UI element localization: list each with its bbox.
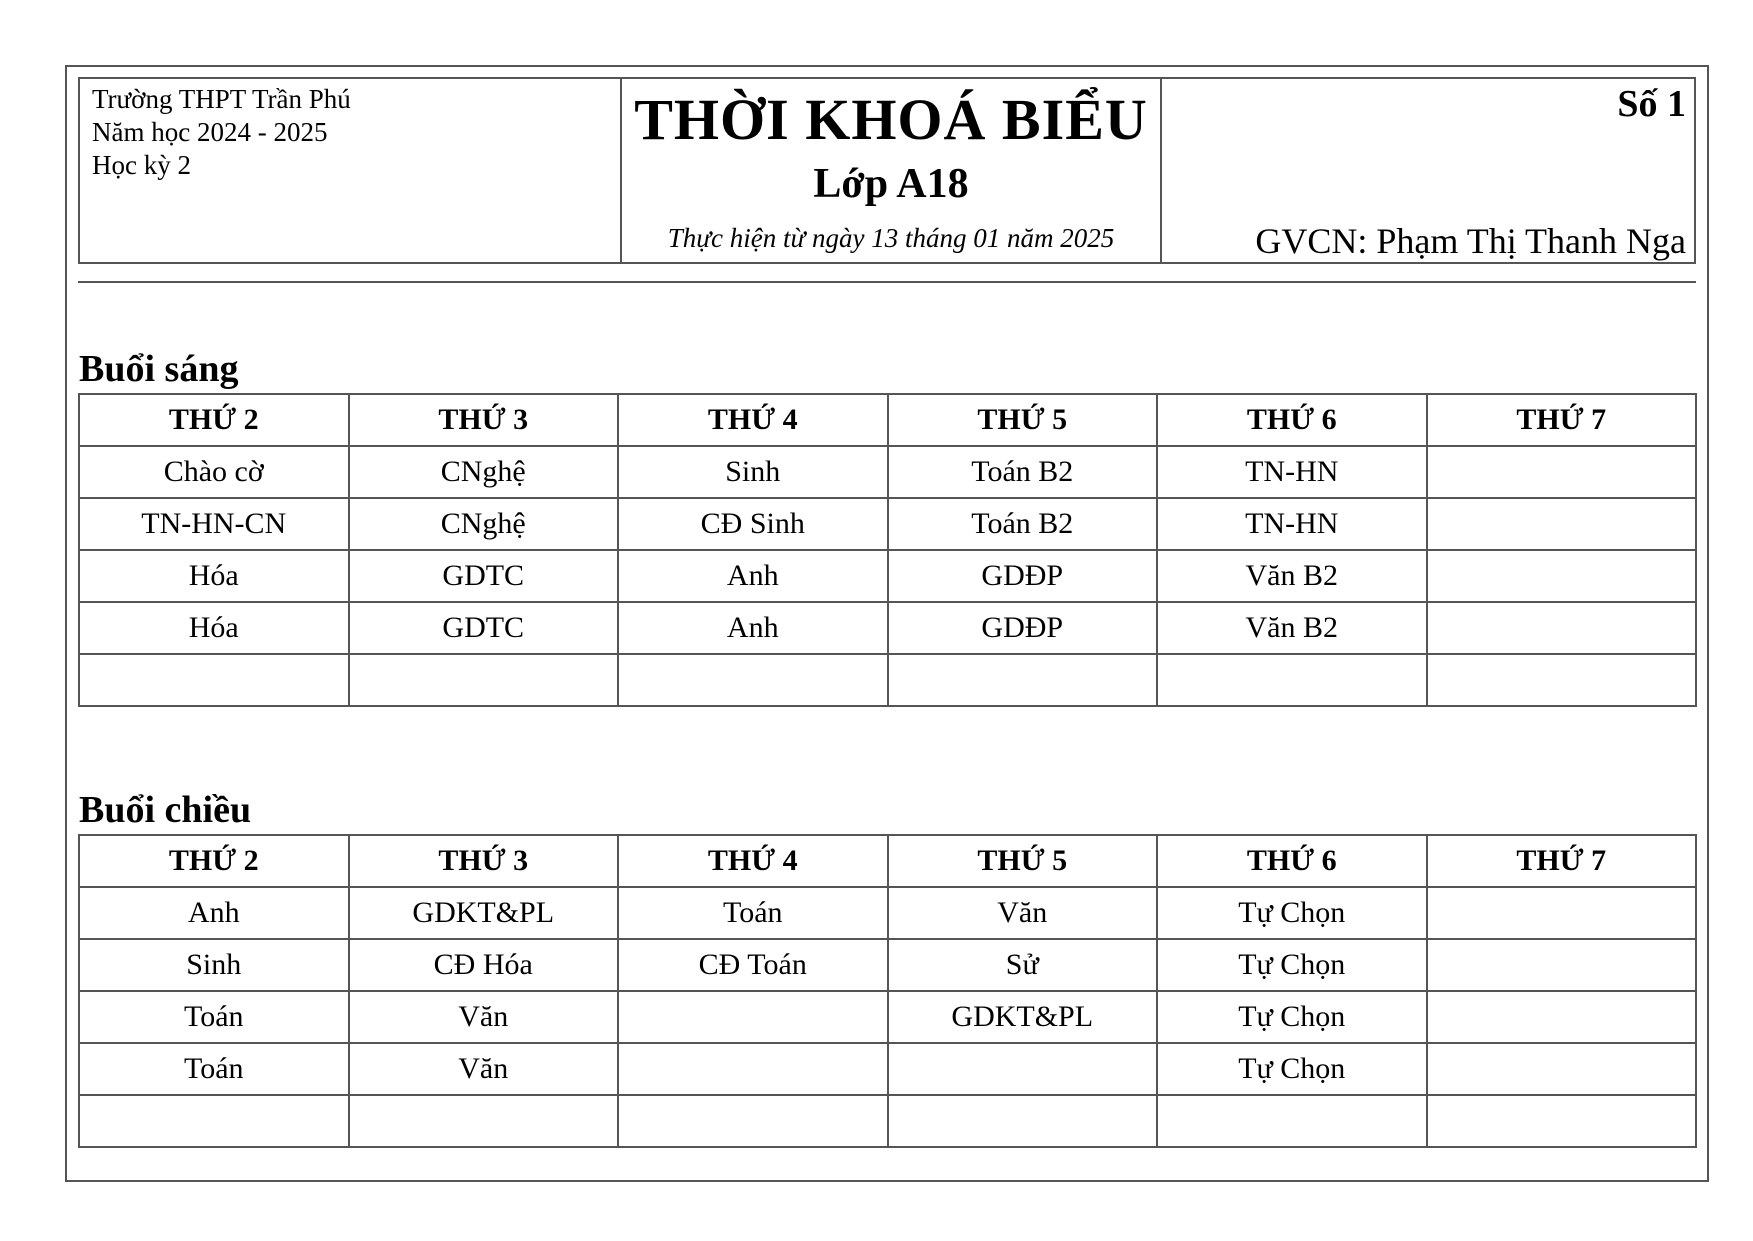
semester: Học kỳ 2 (92, 150, 191, 180)
day-header: THỨ 2 (79, 835, 349, 887)
table-row (79, 991, 1696, 1043)
morning-schedule-table (78, 393, 1697, 707)
lesson-cell (1427, 498, 1697, 550)
lesson-cell: GDKT&PL (349, 887, 619, 939)
lesson-cell: Sinh (79, 939, 349, 991)
table-row (79, 498, 1696, 550)
lesson-cell: Sinh (618, 446, 888, 498)
lesson-cell: Sử (888, 939, 1158, 991)
morning-session-title: Buổi sáng (79, 348, 239, 390)
table-row (79, 446, 1696, 498)
lesson-cell: TN-HN (1157, 446, 1427, 498)
lesson-cell (349, 1095, 619, 1147)
table-header-row (79, 835, 1696, 887)
table-row (79, 654, 1696, 706)
lesson-cell (618, 1095, 888, 1147)
lesson-cell: Tự Chọn (1157, 991, 1427, 1043)
lesson-cell (1157, 1095, 1427, 1147)
lesson-cell (79, 654, 349, 706)
school-info (80, 79, 620, 262)
lesson-cell: Văn (888, 887, 1158, 939)
lesson-cell: CĐ Hóa (349, 939, 619, 991)
lesson-cell: Anh (79, 887, 349, 939)
document-title: THỜI KHOÁ BIỂU (634, 87, 1148, 152)
lesson-cell: GDTC (349, 602, 619, 654)
day-header: THỨ 7 (1427, 835, 1697, 887)
lesson-cell (1427, 991, 1697, 1043)
lesson-cell (1427, 1043, 1697, 1095)
lesson-cell: Anh (618, 550, 888, 602)
day-header: THỨ 5 (888, 835, 1158, 887)
day-header: THỨ 4 (618, 394, 888, 446)
lesson-cell (1427, 1095, 1697, 1147)
lesson-cell: CNghệ (349, 446, 619, 498)
document-number: Số 1 (1617, 83, 1686, 125)
lesson-cell (79, 1095, 349, 1147)
lesson-cell: CĐ Toán (618, 939, 888, 991)
lesson-cell (1427, 550, 1697, 602)
lesson-cell: Hóa (79, 550, 349, 602)
table-row (79, 602, 1696, 654)
lesson-cell: Văn (349, 991, 619, 1043)
lesson-cell (888, 1095, 1158, 1147)
lesson-cell (349, 654, 619, 706)
lesson-cell: Chào cờ (79, 446, 349, 498)
lesson-cell (618, 1043, 888, 1095)
lesson-cell (1427, 654, 1697, 706)
lesson-cell: GDKT&PL (888, 991, 1158, 1043)
table-row (79, 1043, 1696, 1095)
lesson-cell (1427, 939, 1697, 991)
table-header-row (79, 394, 1696, 446)
lesson-cell: Văn B2 (1157, 550, 1427, 602)
lesson-cell: Hóa (79, 602, 349, 654)
table-row (79, 939, 1696, 991)
title-block (620, 79, 1160, 262)
lesson-cell (888, 654, 1158, 706)
day-header: THỨ 2 (79, 394, 349, 446)
lesson-cell: Tự Chọn (1157, 939, 1427, 991)
afternoon-schedule-table (78, 834, 1697, 1148)
lesson-cell: Anh (618, 602, 888, 654)
lesson-cell (1427, 887, 1697, 939)
school-year: Năm học 2024 - 2025 (92, 117, 328, 147)
lesson-cell (1427, 446, 1697, 498)
lesson-cell: Toán (79, 1043, 349, 1095)
lesson-cell: Toán B2 (888, 446, 1158, 498)
lesson-cell: Tự Chọn (1157, 887, 1427, 939)
lesson-cell: Toán (79, 991, 349, 1043)
lesson-cell (618, 654, 888, 706)
lesson-cell: Toán B2 (888, 498, 1158, 550)
lesson-cell: Toán (618, 887, 888, 939)
table-row (79, 550, 1696, 602)
document-header (78, 77, 1696, 264)
table-row (79, 1095, 1696, 1147)
school-name: Trường THPT Trần Phú (92, 84, 351, 114)
lesson-cell: GDĐP (888, 550, 1158, 602)
day-header: THỨ 4 (618, 835, 888, 887)
lesson-cell: Văn B2 (1157, 602, 1427, 654)
day-header: THỨ 3 (349, 835, 619, 887)
lesson-cell: GDĐP (888, 602, 1158, 654)
lesson-cell (1157, 654, 1427, 706)
lesson-cell: CĐ Sinh (618, 498, 888, 550)
lesson-cell (618, 991, 888, 1043)
effective-date: Thực hiện từ ngày 13 tháng 01 năm 2025 (667, 223, 1115, 253)
afternoon-session-title: Buổi chiều (79, 789, 252, 831)
lesson-cell (1427, 602, 1697, 654)
day-header: THỨ 6 (1157, 394, 1427, 446)
class-name: Lớp A18 (813, 161, 969, 207)
lesson-cell: CNghệ (349, 498, 619, 550)
lesson-cell: Văn (349, 1043, 619, 1095)
day-header: THỨ 5 (888, 394, 1158, 446)
day-header: THỨ 3 (349, 394, 619, 446)
header-divider (78, 281, 1696, 283)
day-header: THỨ 7 (1427, 394, 1697, 446)
lesson-cell: TN-HN (1157, 498, 1427, 550)
lesson-cell: Tự Chọn (1157, 1043, 1427, 1095)
homeroom-teacher: GVCN: Phạm Thị Thanh Nga (1255, 221, 1686, 261)
lesson-cell: TN-HN-CN (79, 498, 349, 550)
lesson-cell: GDTC (349, 550, 619, 602)
document-meta (1160, 79, 1698, 262)
lesson-cell (888, 1043, 1158, 1095)
table-row (79, 887, 1696, 939)
day-header: THỨ 6 (1157, 835, 1427, 887)
